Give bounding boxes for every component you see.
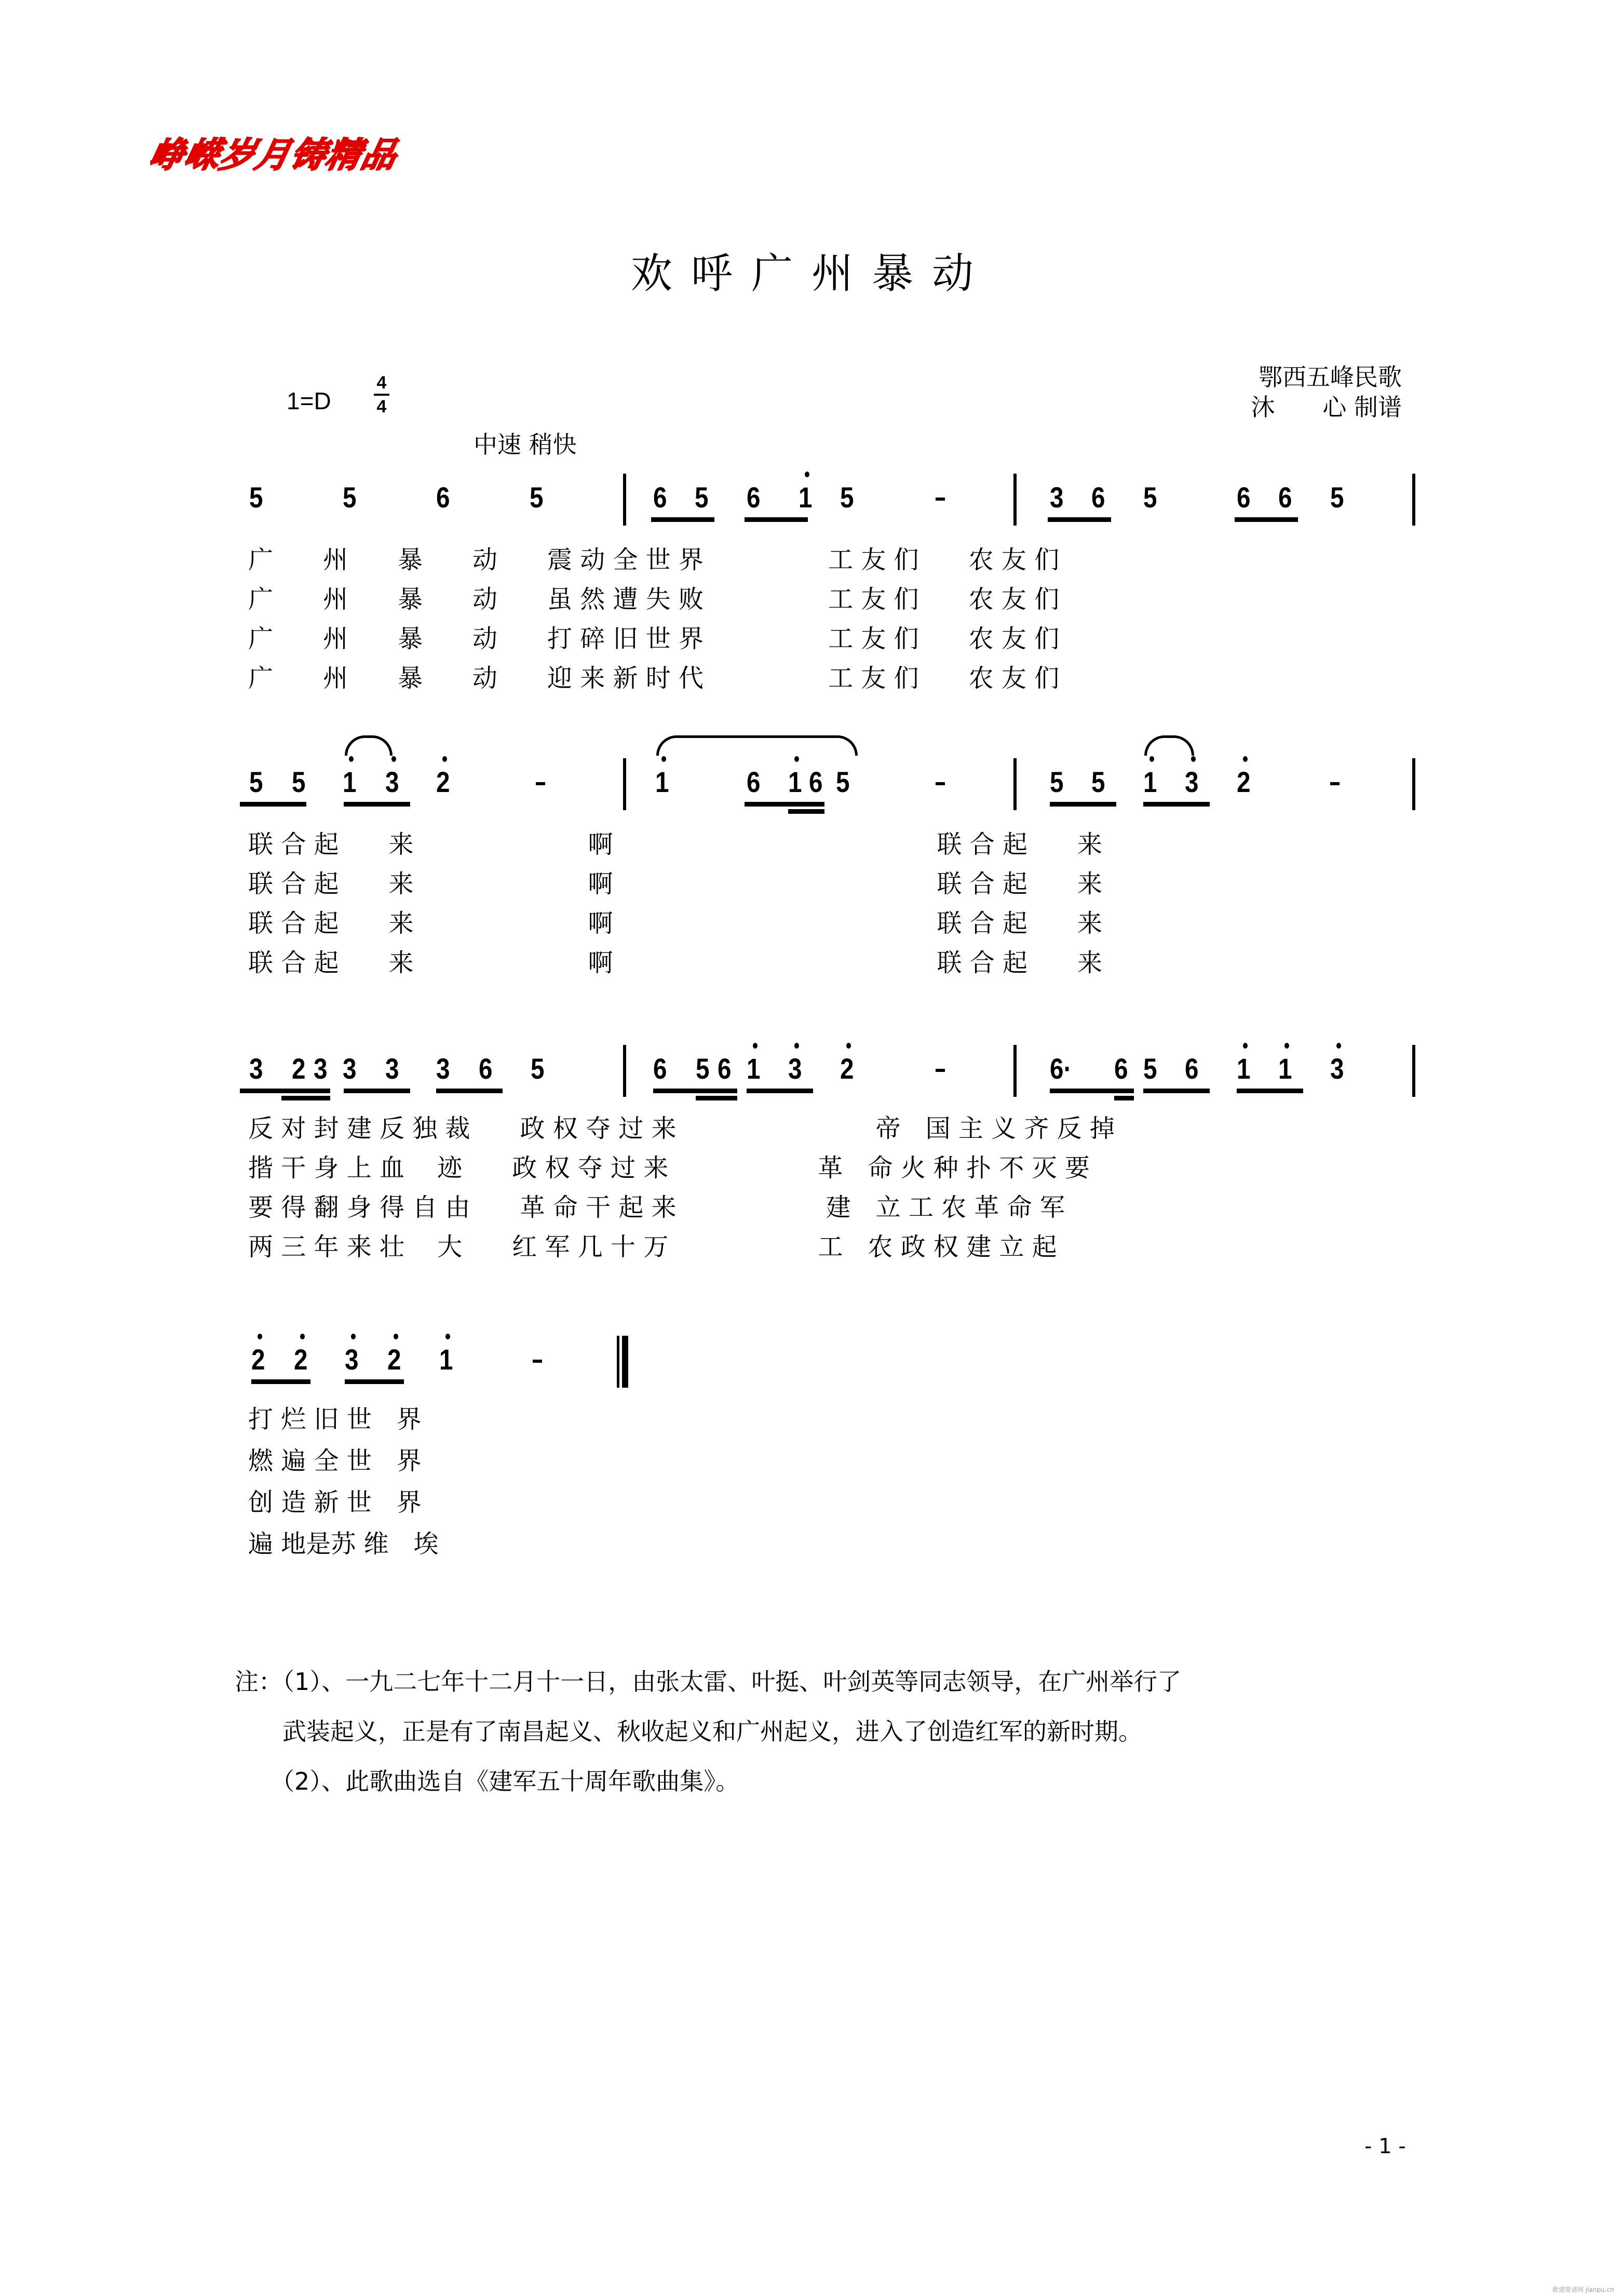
jianpu-note: 2 xyxy=(1237,766,1251,798)
octave-dot xyxy=(753,1043,758,1049)
jianpu-note: 3 xyxy=(788,1052,802,1085)
final-barline-thin xyxy=(617,1336,619,1388)
slur-arc xyxy=(345,735,393,756)
barline xyxy=(623,1045,626,1097)
jianpu-note: 1 xyxy=(1237,1052,1251,1085)
lyric-line-verse-2: 广 州 暴 动 虽 然 遭 失 败 工 友 们 农 友 们 xyxy=(248,585,1060,614)
jianpu-note: 3 xyxy=(343,1052,357,1085)
sustain-dash xyxy=(936,782,945,785)
jianpu-note: 1 xyxy=(343,766,357,798)
jianpu-note: 5 xyxy=(695,481,709,514)
jianpu-note: 6 xyxy=(718,1052,732,1085)
jianpu-note: 2 xyxy=(251,1343,265,1376)
octave-dot xyxy=(391,756,396,762)
jianpu-note: 5 xyxy=(292,766,306,798)
sustain-dash xyxy=(936,498,945,501)
jianpu-note: 3 xyxy=(345,1343,359,1376)
jianpu-note: 5 xyxy=(1091,766,1105,798)
time-signature xyxy=(374,373,389,417)
jianpu-note: 5 xyxy=(1143,481,1157,514)
jianpu-note: 5 xyxy=(530,481,544,514)
lyric-line-verse-3: 要 得 翻 身 得 自 由 革 命 干 起 来 建 立 工 农 革 命 军 xyxy=(248,1193,1065,1222)
eighth-underline xyxy=(1143,802,1210,807)
eighth-underline xyxy=(1095,1089,1134,1093)
slur-arc xyxy=(656,735,858,756)
tempo-marking: 中速 稍快 xyxy=(474,431,577,459)
sustain-dash xyxy=(1330,782,1340,785)
lyric-line-verse-1: 广 州 暴 动 震 动 全 世 界 工 友 们 农 友 们 xyxy=(248,545,1060,574)
sustain-dash xyxy=(936,1069,945,1072)
jianpu-note: 6 xyxy=(1091,481,1105,514)
octave-dot xyxy=(794,1043,799,1049)
jianpu-note: 2 xyxy=(294,1343,308,1376)
barline xyxy=(623,474,626,526)
barline xyxy=(1013,758,1017,810)
octave-dot xyxy=(300,1334,305,1339)
lyric-line-verse-2: 联 合 起 来 啊 联 合 起 来 xyxy=(248,869,1103,898)
jianpu-note: 3 xyxy=(385,766,399,798)
lyric-line-verse-2: 揩 干 身 上 血 迹 政 权 夺 过 来 革 命 火 种 扑 不 灭 要 xyxy=(248,1153,1090,1183)
octave-dot xyxy=(794,756,799,762)
jianpu-note: 5 xyxy=(1143,1052,1157,1085)
footnote-line-1: 注：（1）、一九二七年十二月十一日，由张太雷、叶挺、叶剑英等同志领导，在广州举行了 xyxy=(235,1668,1182,1696)
lyric-line-verse-3: 广 州 暴 动 打 碎 旧 世 界 工 友 们 农 友 们 xyxy=(248,624,1060,653)
sixteenth-underline xyxy=(281,1096,330,1100)
barline xyxy=(1013,474,1017,526)
barline xyxy=(1412,758,1415,810)
lyric-line-verse-3: 创 造 新 世 界 xyxy=(248,1488,422,1517)
jianpu-note: 5 xyxy=(343,481,357,514)
octave-dot xyxy=(1243,1043,1248,1049)
jianpu-note: 6 xyxy=(1185,1052,1199,1085)
jianpu-note: 5 xyxy=(249,481,263,514)
eighth-underline xyxy=(436,1089,503,1093)
jianpu-note: 1 xyxy=(788,766,802,798)
arranger-credit: 沐 心 制谱 xyxy=(1251,393,1402,421)
jianpu-note: 6 xyxy=(809,766,823,798)
octave-dot xyxy=(1243,756,1248,762)
eighth-underline xyxy=(1048,517,1111,522)
time-fraction-bar xyxy=(374,394,389,396)
barline xyxy=(1013,1045,1017,1097)
jianpu-note: 3 xyxy=(1330,1052,1344,1085)
eighth-underline xyxy=(747,1089,813,1093)
sixteenth-underline xyxy=(696,1096,737,1100)
footnote-line-3: （2）、此歌曲选自《建军五十周年歌曲集》。 xyxy=(235,1767,740,1795)
eighth-underline xyxy=(745,517,808,522)
jianpu-note: 2 xyxy=(387,1343,401,1376)
octave-dot xyxy=(805,472,809,477)
jianpu-note: 2 xyxy=(840,1052,854,1085)
final-barline-thick xyxy=(622,1336,628,1388)
eighth-underline xyxy=(1050,802,1116,807)
eighth-underline xyxy=(251,1379,310,1384)
publisher-watermark: 峥嵘岁月铸精品 xyxy=(145,135,401,175)
eighth-underline xyxy=(240,802,306,807)
sustain-dash xyxy=(533,1360,542,1363)
eighth-underline xyxy=(651,517,714,522)
site-watermark: 歌谱简谱网 jianpu.cn xyxy=(1552,2286,1614,2293)
jianpu-note: 6 xyxy=(1278,481,1292,514)
sixteenth-underline xyxy=(1114,1096,1134,1100)
jianpu-note: 5 xyxy=(836,766,850,798)
song-title: 欢呼广州暴动 xyxy=(631,249,992,298)
octave-dot xyxy=(1284,1043,1289,1049)
eighth-underline xyxy=(1050,1089,1095,1093)
sustain-dash xyxy=(536,782,545,785)
jianpu-note: 6 xyxy=(1237,481,1251,514)
jianpu-note: 2 xyxy=(436,766,450,798)
lyric-line-verse-1: 联 合 起 来 啊 联 合 起 来 xyxy=(248,830,1103,859)
time-denominator: 4 xyxy=(376,397,387,417)
jianpu-note: 5 xyxy=(249,766,263,798)
lyric-line-verse-4: 遍 地是苏 维 埃 xyxy=(248,1529,439,1559)
eighth-underline xyxy=(653,1089,737,1093)
barline xyxy=(1412,474,1415,526)
jianpu-note: 1 xyxy=(1143,766,1157,798)
eighth-underline xyxy=(344,802,410,807)
octave-dot xyxy=(351,1334,356,1339)
time-numerator: 4 xyxy=(376,373,387,393)
jianpu-note: 6 xyxy=(747,481,761,514)
octave-dot xyxy=(258,1334,262,1339)
jianpu-note: 5 xyxy=(696,1052,710,1085)
eighth-underline xyxy=(345,1379,404,1384)
jianpu-note: 1 xyxy=(747,1052,761,1085)
octave-dot xyxy=(661,756,666,762)
eighth-underline xyxy=(344,1089,410,1093)
jianpu-note: 1 xyxy=(799,481,813,514)
jianpu-note: 6 xyxy=(1114,1052,1128,1085)
jianpu-note: 5 xyxy=(840,481,854,514)
jianpu-note: 3 xyxy=(436,1052,450,1085)
jianpu-note: 5 xyxy=(1050,766,1064,798)
octave-dot xyxy=(1149,756,1154,762)
jianpu-note: 6· xyxy=(1050,1052,1072,1085)
jianpu-note: 6 xyxy=(479,1052,493,1085)
jianpu-note: 3 xyxy=(1185,766,1199,798)
eighth-underline xyxy=(1143,1089,1210,1093)
octave-dot xyxy=(846,1043,851,1049)
eighth-underline xyxy=(1237,1089,1303,1093)
sixteenth-underline xyxy=(788,809,824,814)
jianpu-note: 6 xyxy=(653,1052,667,1085)
jianpu-note: 5 xyxy=(1330,481,1344,514)
eighth-underline xyxy=(745,802,824,807)
lyric-line-verse-4: 联 合 起 来 啊 联 合 起 来 xyxy=(248,948,1103,977)
page-number: - 1 - xyxy=(1364,2134,1406,2158)
jianpu-note: 3 xyxy=(314,1052,328,1085)
slur-arc xyxy=(1144,735,1194,756)
jianpu-note: 1 xyxy=(439,1343,453,1376)
octave-dot xyxy=(349,756,354,762)
eighth-underline xyxy=(1235,517,1298,522)
jianpu-note: 5 xyxy=(531,1052,545,1085)
song-source: 鄂西五峰民歌 xyxy=(1259,363,1402,391)
barline xyxy=(623,758,626,810)
lyric-line-verse-2: 燃 遍 全 世 界 xyxy=(248,1446,422,1475)
jianpu-note: 2 xyxy=(292,1052,306,1085)
octave-dot xyxy=(1336,1043,1341,1049)
octave-dot xyxy=(442,756,447,762)
octave-dot xyxy=(1191,756,1196,762)
lyric-line-verse-1: 反 对 封 建 反 独 裁 政 权 夺 过 来 帝 国 主 义 齐 反 掉 xyxy=(248,1114,1115,1143)
lyric-line-verse-4: 两 三 年 来 壮 大 红 军 几 十 万 工 农 政 权 建 立 起 xyxy=(248,1232,1057,1261)
jianpu-note: 3 xyxy=(385,1052,399,1085)
jianpu-note: 6 xyxy=(747,766,761,798)
key-signature: 1=D xyxy=(287,387,331,414)
jianpu-note: 6 xyxy=(653,481,667,514)
lyric-line-verse-3: 联 合 起 来 啊 联 合 起 来 xyxy=(248,909,1103,938)
octave-dot xyxy=(394,1334,398,1339)
eighth-underline xyxy=(240,1089,330,1093)
lyric-line-verse-1: 打 烂 旧 世 界 xyxy=(248,1405,422,1434)
jianpu-note: 1 xyxy=(1278,1052,1292,1085)
lyric-line-verse-4: 广 州 暴 动 迎 来 新 时 代 工 友 们 农 友 们 xyxy=(248,664,1060,693)
jianpu-note: 3 xyxy=(249,1052,263,1085)
jianpu-note: 6 xyxy=(436,481,450,514)
octave-dot xyxy=(445,1334,450,1339)
barline xyxy=(1412,1045,1415,1097)
jianpu-note: 1 xyxy=(655,766,669,798)
jianpu-note: 3 xyxy=(1050,481,1064,514)
footnote-line-2: 武装起义，正是有了南昌起义、秋收起义和广州起义，进入了创造红军的新时期。 xyxy=(235,1717,1142,1746)
